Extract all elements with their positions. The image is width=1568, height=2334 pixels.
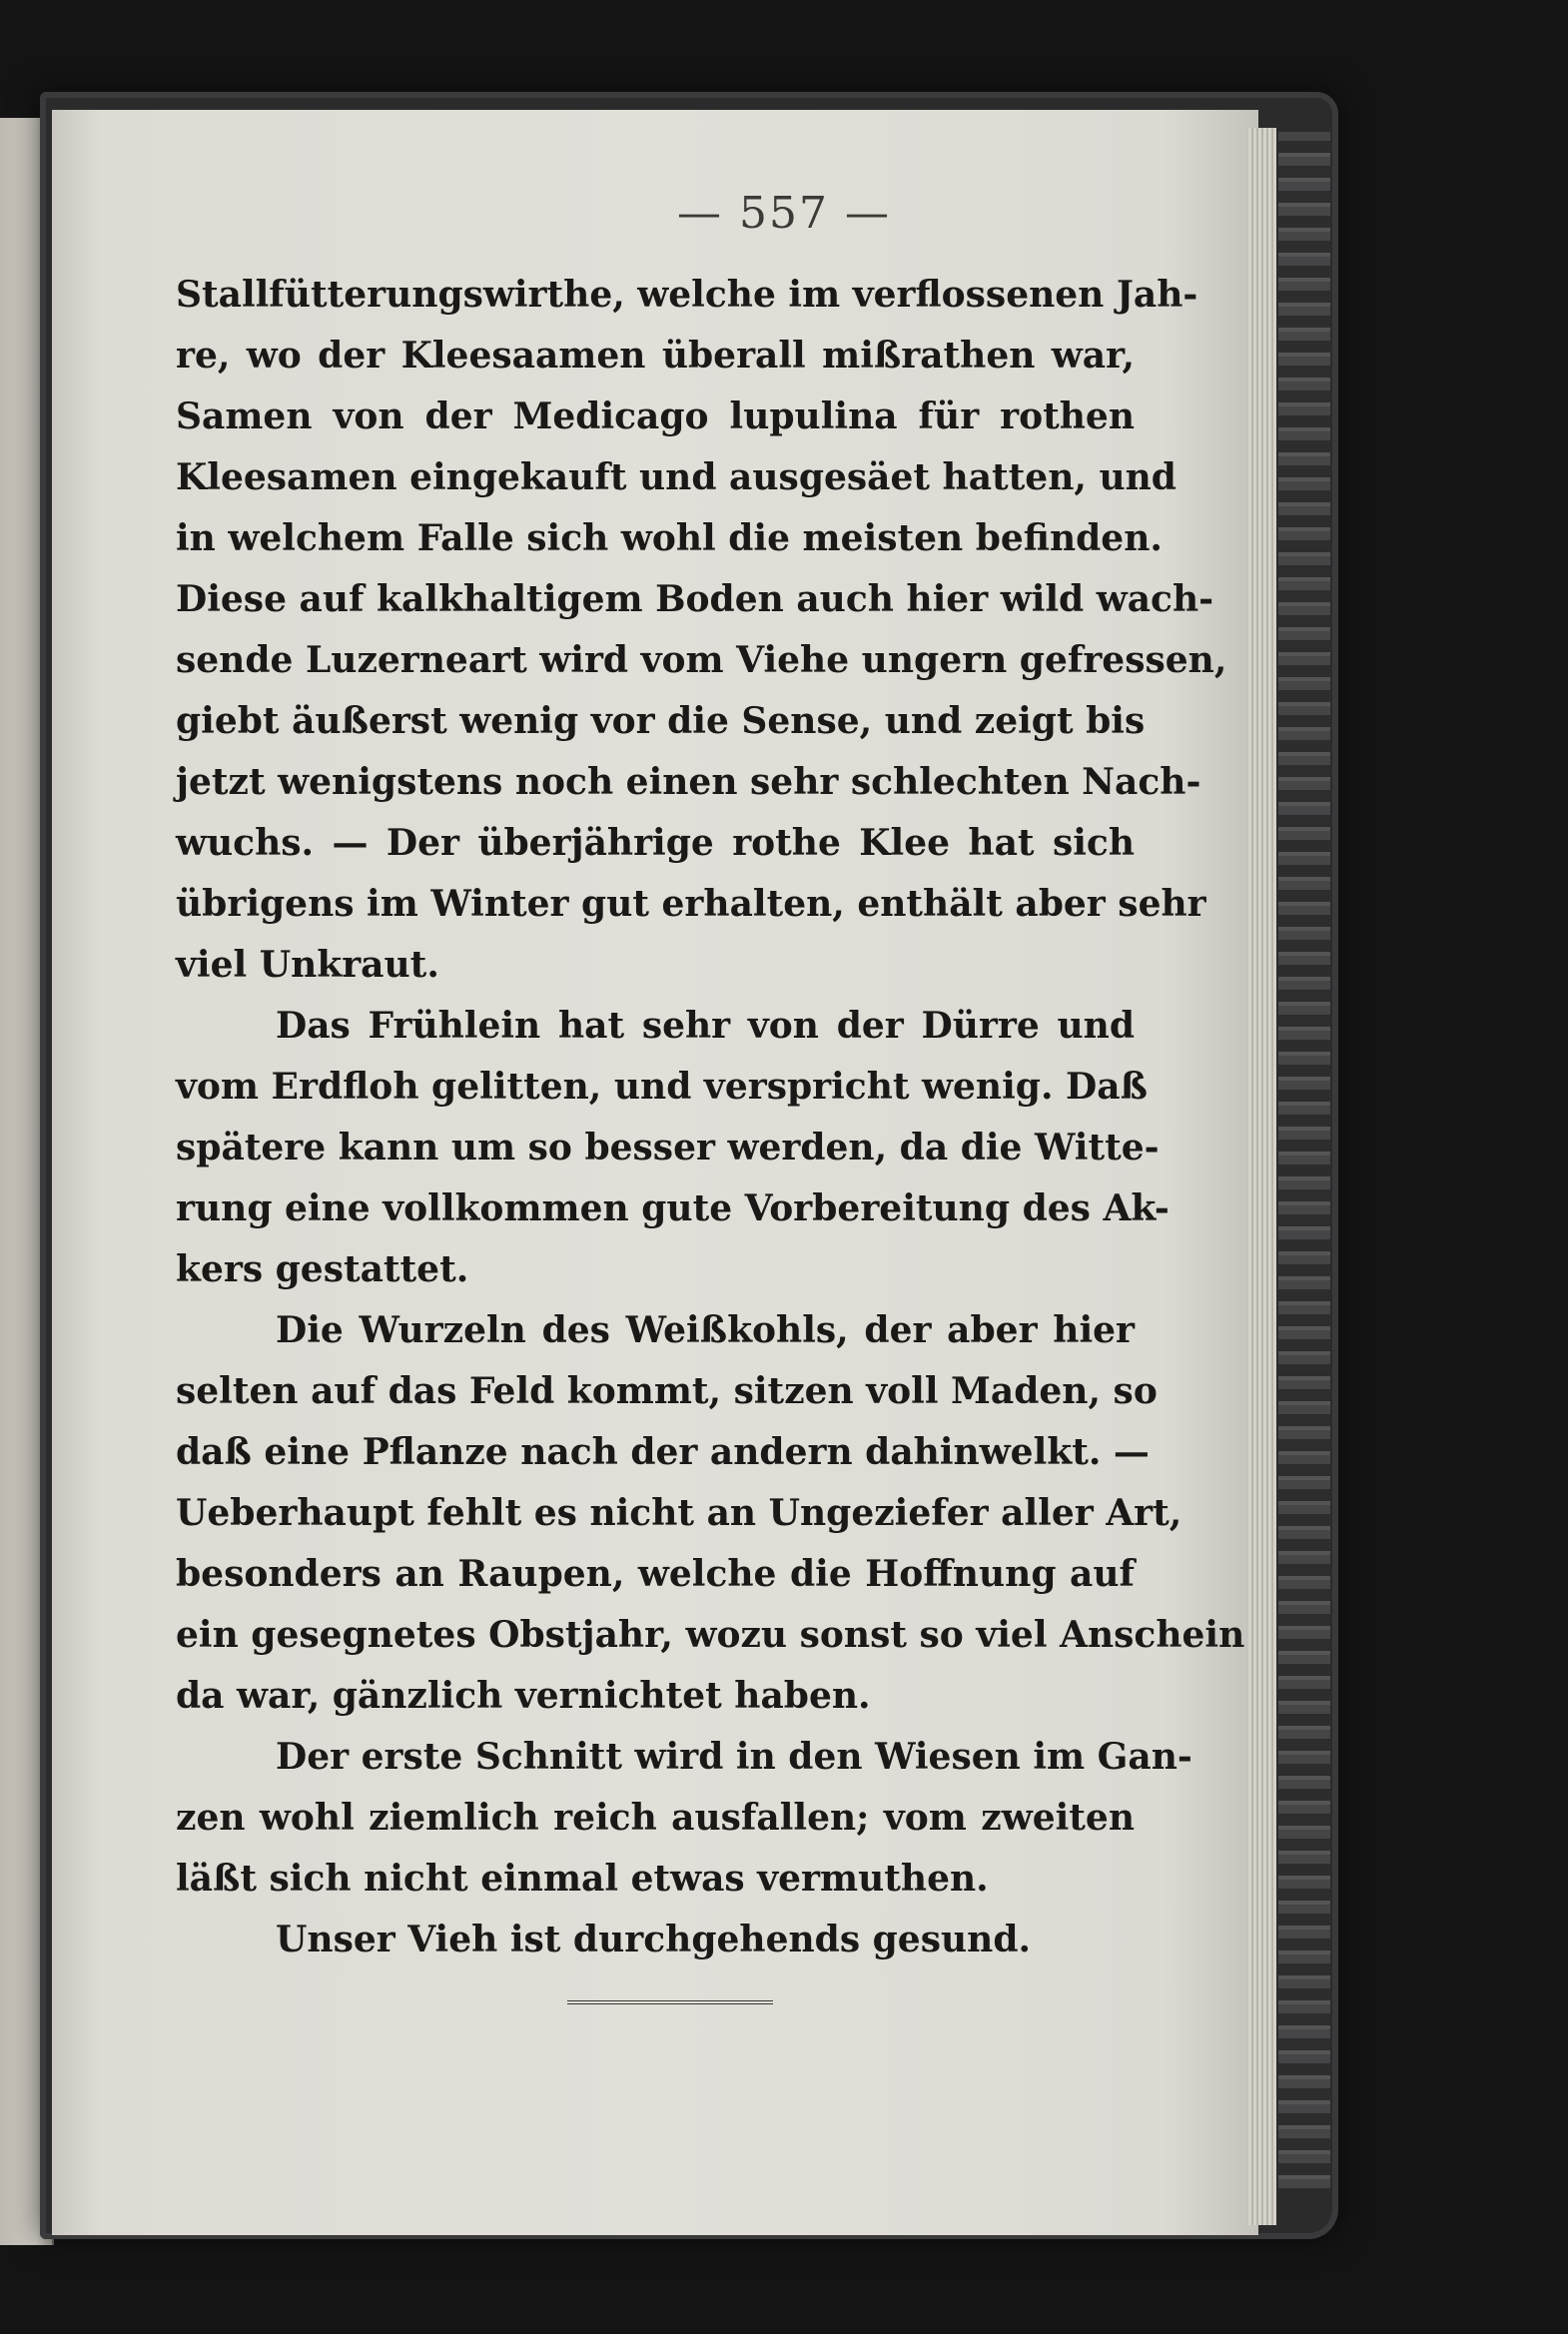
- text-line: in welchem Falle sich wohl die meisten befinden.: [176, 517, 1163, 559]
- text-line: wuchs. — Der überjährige rothe Klee hat sich: [176, 822, 1135, 864]
- text-line: Diese auf kalkhaltigem Boden auch hier wild wach-: [176, 578, 1214, 620]
- text-line: Ueberhaupt fehlt es nicht an Ungeziefer aller Art,: [176, 1492, 1182, 1534]
- paragraph-start: Die Wurzeln des Weißkohls, der aber hier: [276, 1309, 1135, 1351]
- text-line: daß eine Pflanze nach der andern dahinwelkt. —: [176, 1431, 1150, 1473]
- end-rule: [567, 2000, 773, 2004]
- paragraph-start: Das Frühlein hat sehr von der Dürre und: [276, 1005, 1135, 1047]
- text-line: besonders an Raupen, welche die Hoffnung auf: [176, 1553, 1135, 1595]
- text-line: spätere kann um so besser werden, da die Witte-: [176, 1127, 1160, 1168]
- page-number: — 557 —: [677, 188, 891, 239]
- paragraph-start: Unser Vieh ist durchgehends gesund.: [276, 1919, 1032, 1960]
- text-line: läßt sich nicht einmal etwas vermuthen.: [176, 1858, 989, 1900]
- text-line: übrigens im Winter gut erhalten, enthält aber sehr: [176, 883, 1206, 925]
- text-line: jetzt wenigstens noch einen sehr schlechten Nach-: [176, 761, 1201, 803]
- text-line: Samen von der Medicago lupulina für rothen: [176, 395, 1135, 437]
- text-line: vom Erdfloh gelitten, und verspricht wenig. Daß: [176, 1066, 1148, 1108]
- text-line: Stallfütterungswirthe, welche im verflossenen Jah-: [176, 274, 1198, 316]
- text-line: zen wohl ziemlich reich ausfallen; vom zweiten: [176, 1797, 1135, 1839]
- paragraph-start: Der erste Schnitt wird in den Wiesen im Gan-: [276, 1736, 1192, 1778]
- text-line: selten auf das Feld kommt, sitzen voll Maden, so: [176, 1370, 1158, 1412]
- page-stack-edge: [1248, 128, 1276, 2225]
- text-line: giebt äußerst wenig vor die Sense, und zeigt bis: [176, 700, 1146, 742]
- text-line: Kleesamen eingekauft und ausgesäet hatten, und: [176, 456, 1176, 498]
- body-text: [176, 265, 1245, 1970]
- text-line: viel Unkraut.: [176, 944, 439, 986]
- text-line: kers gestattet.: [176, 1248, 469, 1290]
- text-line: ein gesegnetes Obstjahr, wozu sonst so viel Anschein: [176, 1614, 1245, 1656]
- text-line: da war, gänzlich vernichtet haben.: [176, 1675, 871, 1717]
- text-line: rung eine vollkommen gute Vorbereitung des Ak-: [176, 1187, 1170, 1229]
- text-line: sende Luzerneart wird vom Viehe ungern gefressen,: [176, 639, 1227, 681]
- text-line: re, wo der Kleesaamen überall mißrathen war,: [176, 335, 1135, 377]
